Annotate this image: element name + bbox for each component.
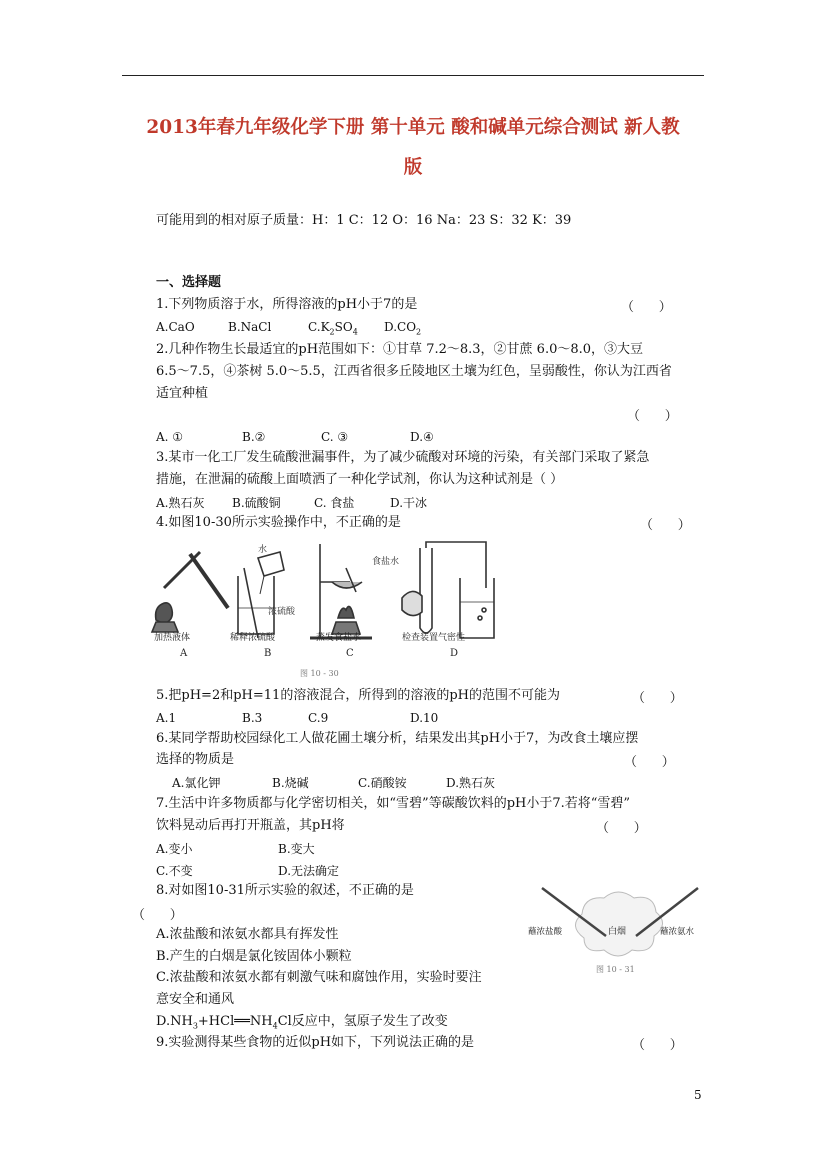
- q1-option-b: B.NaCl: [228, 320, 272, 334]
- q7-option-b: B.变大: [278, 842, 315, 856]
- q6-answer-blank: （ ）: [624, 755, 675, 770]
- q3-line1: 3.某市一化工厂发生硫酸泄漏事件，为了减少硫酸对环境的污染，有关部门采取了紧急: [156, 450, 650, 465]
- q7-answer-blank: （ ）: [596, 821, 647, 836]
- q1-option-a: A.CaO: [156, 320, 195, 334]
- figure-c-label: 蒸发食盐水: [316, 633, 362, 643]
- q9-answer-blank: （ ）: [632, 1038, 683, 1053]
- figure-c-evaporation: [310, 544, 372, 638]
- q5-answer-blank: （ ）: [632, 691, 683, 706]
- hcl-label: 蘸浓盐酸: [528, 927, 563, 937]
- q8-option-c: C.浓盐酸和浓氨水都有刺激气味和腐蚀作用，实验时要注: [156, 970, 482, 985]
- figure-a-label: 加热液体: [154, 633, 191, 643]
- q5-stem: 5.把pH=2和pH=11的溶液混合，所得到的溶液的pH的范围不可能为: [156, 688, 560, 703]
- q3-line2: 措施，在泄漏的硫酸上面喷洒了一种化学试剂，你认为这种试剂是（ ）: [156, 472, 564, 487]
- q7-option-c: C.不变: [156, 864, 193, 878]
- q8-option-d: $D.NH_3+HCl══NH_4Cl$反应中，氢原子发生了改变: [156, 1014, 448, 1031]
- q6-option-d: D.熟石灰: [446, 776, 496, 790]
- figure-10-31: [522, 882, 714, 978]
- q1-option-d: $D.CO_2$: [384, 320, 422, 337]
- figure-d-airtightness: [402, 542, 494, 638]
- q2-line2: 6.5～7.5，④茶树 5.0～5.5，江西省很多丘陵地区土壤为红色，呈弱酸性，你认为江西省: [156, 364, 672, 379]
- figure-a-letter: A: [180, 648, 188, 659]
- q2-line1: 2.几种作物生长最适宜的pH范围如下：①甘草 7.2～8.3，②甘蔗 6.0～8.0，③大豆: [156, 342, 644, 357]
- q2-option-a: A. ①: [156, 430, 184, 444]
- q8-option-a: A.浓盐酸和浓氨水都具有挥发性: [156, 927, 339, 942]
- q6-option-a: A.氯化钾: [172, 776, 221, 790]
- figure-10-30: [150, 538, 500, 680]
- q4-stem: 4.如图10-30所示实验操作中，不正确的是: [156, 515, 401, 530]
- q5-option-a: A.1: [156, 711, 177, 725]
- q6-option-c: C.硝酸铵: [358, 776, 407, 790]
- q8-answer-blank: （ ）: [132, 908, 183, 923]
- q8-option-c-cont: 意安全和通风: [156, 992, 235, 1007]
- figure-d-label: 检查装置气密性: [402, 633, 466, 643]
- q1-answer-blank: （ ）: [621, 300, 672, 315]
- white-smoke-label: 白烟: [608, 927, 627, 937]
- figure-c-letter: C: [346, 648, 354, 659]
- salt-water-label: 食盐水: [372, 557, 400, 567]
- q9-stem: 9.实验测得某些食物的近似pH如下，下列说法正确的是: [156, 1035, 475, 1050]
- q5-option-b: B.3: [242, 711, 263, 725]
- figure-b-letter: B: [264, 648, 272, 659]
- figure-10-30-caption: 图 10 - 30: [300, 669, 339, 678]
- ammonia-label: 蘸浓氨水: [660, 927, 695, 937]
- q3-option-b: B.硫酸铜: [232, 496, 281, 510]
- acid-label: 浓硫酸: [268, 607, 296, 617]
- q1-option-c: $C.K_2SO_4$: [308, 320, 358, 337]
- q3-option-c: C. 食盐: [314, 496, 355, 510]
- q7-line1: 7.生活中许多物质都与化学密切相关，如“雪碧”等碳酸饮料的pH小于7.若将“雪碧”: [156, 796, 631, 811]
- document-title-line2: 版: [403, 157, 423, 178]
- atomic-masses: 可能用到的相对原子质量：H：1 C：12 O：16 Na：23 S：32 K：39: [156, 213, 572, 228]
- q6-line2: 选择的物质是: [156, 752, 235, 767]
- document-title: 2013年春九年级化学下册 第十单元 酸和碱单元综合测试 新人教: [146, 117, 680, 138]
- figure-10-31-caption: 图 10 - 31: [596, 965, 635, 974]
- q7-line2: 饮料晃动后再打开瓶盖，其pH将: [156, 818, 345, 833]
- water-label: 水: [258, 545, 268, 555]
- q1-stem: 1.下列物质溶于水，所得溶液的pH小于7的是: [156, 297, 418, 312]
- header-rule: [122, 75, 704, 76]
- figure-d-letter: D: [450, 648, 459, 659]
- q2-option-d: D.④: [410, 430, 434, 444]
- q2-answer-blank: （ ）: [627, 409, 678, 424]
- q6-option-b: B.烧碱: [272, 776, 309, 790]
- q3-option-d: D.干冰: [390, 496, 428, 510]
- q2-line3: 适宜种植: [156, 386, 209, 401]
- q5-option-d: D.10: [410, 711, 439, 725]
- q2-option-c: C. ③: [321, 430, 349, 444]
- q8-stem: 8.对如图10-31所示实验的叙述，不正确的是: [156, 883, 414, 898]
- q2-option-b: B.②: [242, 430, 266, 444]
- q3-option-a: A.熟石灰: [156, 496, 205, 510]
- figure-b-label: 稀释浓硫酸: [230, 633, 276, 643]
- figure-a-heating: [152, 552, 228, 632]
- q4-answer-blank: （ ）: [640, 518, 691, 533]
- q8-option-b: B.产生的白烟是氯化铵固体小颗粒: [156, 949, 352, 964]
- q6-line1: 6.某同学帮助校园绿化工人做花圃土壤分析，结果发出其pH小于7，为改食土壤应摆: [156, 731, 639, 746]
- q7-option-d: D.无法确定: [278, 864, 340, 878]
- page-number: 5: [694, 1088, 702, 1102]
- figure-b-dilution: [238, 552, 284, 638]
- q7-option-a: A.变小: [156, 842, 193, 856]
- section-heading: 一、选择题: [156, 275, 222, 290]
- q5-option-c: C.9: [308, 711, 329, 725]
